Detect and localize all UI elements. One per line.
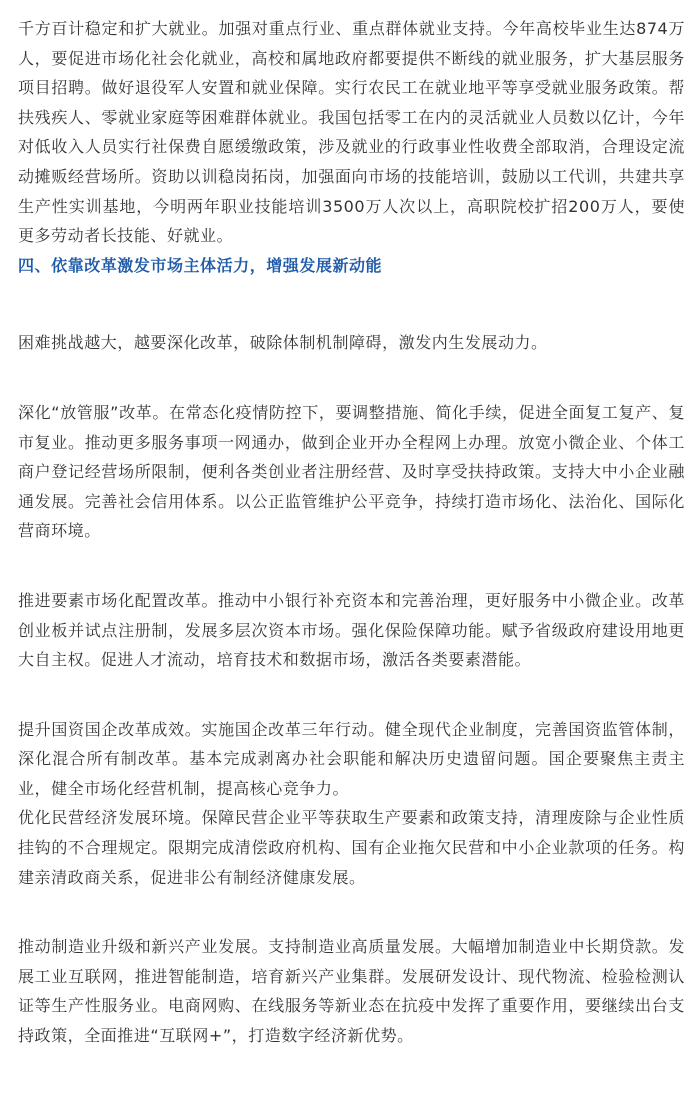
paragraph-manufacturing: 推动制造业升级和新兴产业发展。支持制造业高质量发展。大幅增加制造业中长期贷款。发展工业互联网，推进智能制造，培育新兴产业集群。发展研发设计、现代物流、检验检测认证等生产性服务业。电商网购、在线服务等新业态在抗疫中发挥了重要作用，要继续出台支持政策，全面推进“互联网+”，打造数字经济新优势。 xyxy=(18,937,685,1046)
paragraph-employment: 千方百计稳定和扩大就业。加强对重点行业、重点群体就业支持。今年高校毕业生达874万人，要促进市场化社会化就业，高校和属地政府都要提供不断线的就业服务，扩大基层服务项目招聘。做好退役军人安置和就业保障。实行农民工在就业地平等享受就业服务政策。帮扶残疾人、零就业家庭等困难群体就业。我国包括零工在内的灵活就业人员数以亿计，今年对低收入人员实行社保费自愿缓缴政策，涉及就业的行政事业性收费全部取消，合理设定流动摊贩经营场所。资助以训稳岗拓岗，加强面向市场的技能培训，鼓励以工代训，共建共享生产性实训基地，今明两年职业技能培训3500万人次以上，高职院校扩招200万人，要使更多劳动者长技能、好就业。 xyxy=(18,19,685,246)
paragraph-soe-reform: 提升国资国企改革成效。实施国企改革三年行动。健全现代企业制度，完善国资监管体制，深化混合所有制改革。基本完成剥离办社会职能和解决历史遗留问题。国企要聚焦主责主业，健全市场化经营机制，提高核心竞争力。 xyxy=(18,719,685,798)
paragraph-factor-market: 推进要素市场化配置改革。推动中小银行补充资本和完善治理，更好服务中小微企业。改革创业板并试点注册制，发展多层次资本市场。强化保险保障功能。赋予省级政府建设用地更大自主权。促进人才流动，培育技术和数据市场，激活各类要素潜能。 xyxy=(18,590,685,670)
paragraph-private-economy: 优化民营经济发展环境。保障民营企业平等获取生产要素和政策支持，清理废除与企业性质挂钩的不合理规定。限期完成清偿政府机构、国有企业拖欠民营和中小企业款项的任务。构建亲清政商关系，促进非公有制经济健康发展。 xyxy=(18,808,685,887)
paragraph-intro: 困难挑战越大，越要深化改革，破除体制机制障碍，激发内生发展动力。 xyxy=(18,333,548,353)
paragraph-fangguanfu: 深化“放管服”改革。在常态化疫情防控下，要调整措施、简化手续，促进全面复工复产、复市复业。推动更多服务事项一网通办，做到企业开办全程网上办理。放宽小微企业、个体工商户登记经营场所限制，便利各类创业者注册经营、及时享受扶持政策。支持大中小企业融通发展。完善社会信用体系。以公正监管维护公平竞争，持续打造市场化、法治化、国际化营商环境。 xyxy=(18,402,685,541)
section-heading: 四、依靠改革激发市场主体活力，增强发展新动能 xyxy=(18,255,383,275)
